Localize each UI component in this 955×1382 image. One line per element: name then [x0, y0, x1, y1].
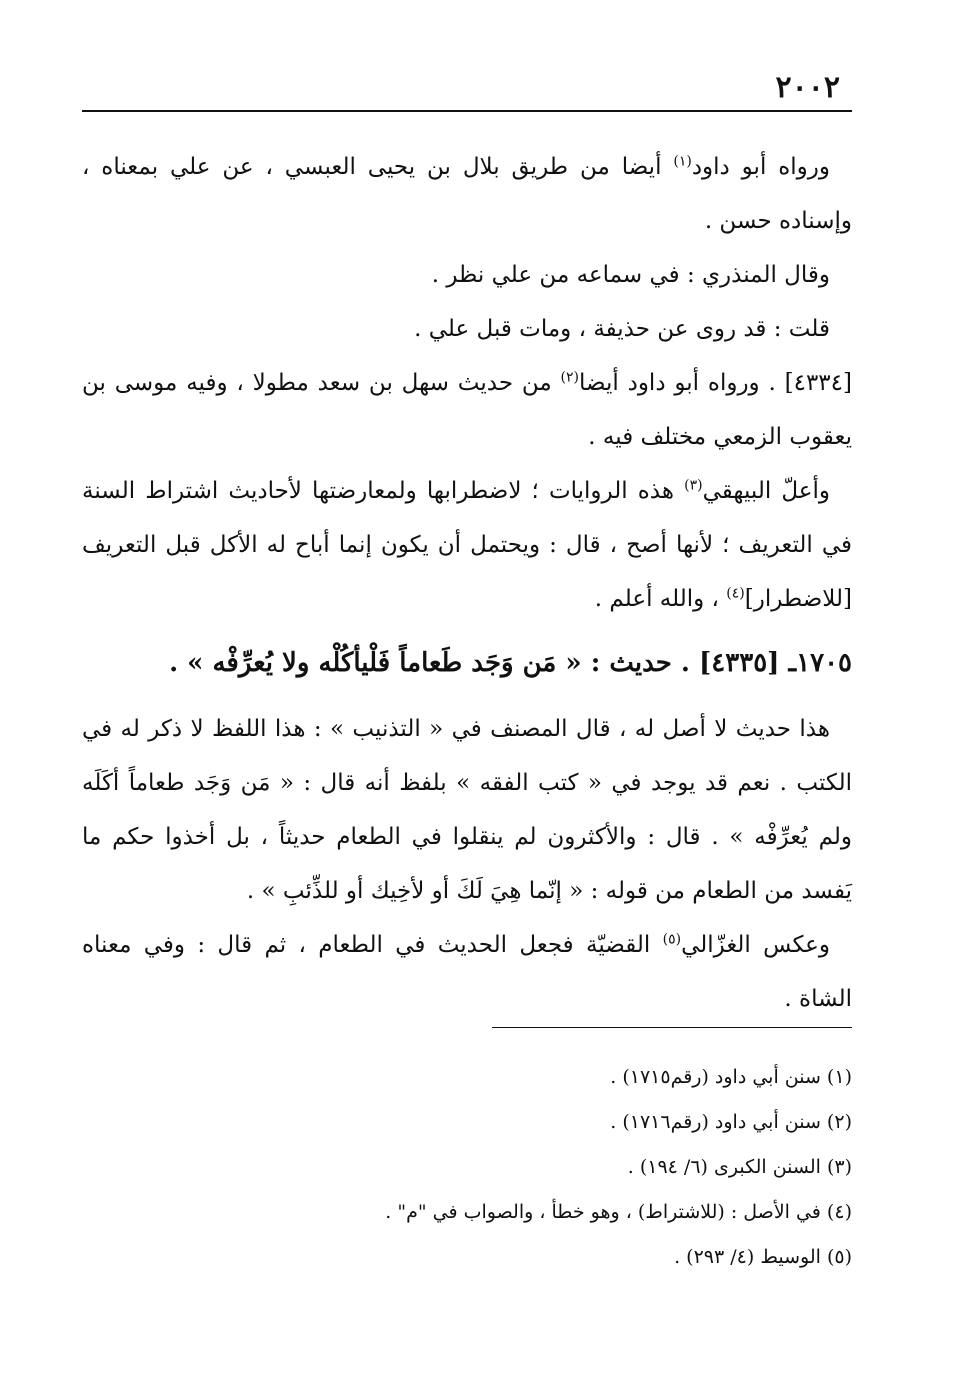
paragraph-5-text-b: هذه الروايات ؛ لاضطرابها ولمعارضتها لأحاديث اشتراط السنة في التعريف ؛ لأنها أصح ، قال : ويحتمل أن يكون إنما أباح له الأكل قبل التعريف [للاضطرار]	[82, 478, 852, 612]
footnote-5: (٥) الوسيط (٤/ ٢٩٣) .	[674, 1246, 852, 1268]
footnote-ref-3: (٣)	[684, 477, 703, 494]
footnote-ref-1: (١)	[673, 153, 692, 170]
footnote-rule	[492, 1027, 852, 1028]
paragraph-3: قلت : قد روى عن حذيفة ، ومات قبل علي .	[414, 316, 830, 342]
hadith-heading: ١٧٠٥ـ [٤٣٣٥] . حديث : « مَن وَجَد طَعاماً فَلْيأكُلْه ولا يُعرِّفْه » .	[169, 648, 852, 678]
paragraph-7-text-b: القضيّة فجعل الحديث في الطعام ، ثم قال : وفي معناه الشاة .	[82, 932, 852, 1012]
footnote-3: (٣) السنن الكبرى (٦/ ١٩٤) .	[627, 1156, 852, 1178]
page-number: ٢٠٠٢	[775, 70, 840, 105]
footnote-ref-2: (٢)	[560, 369, 580, 386]
paragraph-7	[82, 918, 852, 1026]
header-rule	[82, 110, 852, 112]
footnote-ref-4: (٤)	[726, 585, 745, 602]
main-text	[82, 140, 852, 1026]
paragraph-4	[82, 356, 852, 464]
paragraph-2: وقال المنذري : في سماعه من علي نظر .	[431, 262, 830, 288]
paragraph-5	[82, 464, 852, 626]
paragraph-1	[82, 140, 852, 248]
paragraph-4-text-b: من حديث سهل بن سعد مطولا ، وفيه موسى بن يعقوب الزمعي مختلف فيه .	[82, 370, 852, 450]
paragraph-6: هذا حديث لا أصل له ، قال المصنف في « التذنيب » : هذا اللفظ لا ذكر له في الكتب . نعم قد يوجد في « كتب الفقه » بلفظ أنه قال : « مَن وَجَد طعاماً أكَلَه ولم يُعرِّفْه » . قال : والأكثرون لم ينقلوا في الطعام حديثاً ، بل أخذوا حكم ما يَفسد من الطعام من قوله : « إنّما هِيَ لَكَ أو لأخِيك أو للذِّئبِ » .	[82, 716, 852, 904]
footnote-1: (١) سنن أبي داود (رقم١٧١٥) .	[610, 1066, 852, 1088]
footnote-2: (٢) سنن أبي داود (رقم١٧١٦) .	[610, 1111, 852, 1133]
footnote-4: (٤) في الأصل : (للاشتراط) ، وهو خطأ ، والصواب في "م" .	[385, 1201, 852, 1223]
footnotes-list	[212, 1055, 852, 1280]
paragraph-5-text-c: ، والله أعلم .	[594, 586, 727, 612]
paragraph-5-text-a: وأعلّ البيهقي	[702, 478, 830, 504]
paragraph-1-text-b: أيضا من طريق بلال بن يحيى العبسي ، عن علي بمعناه ، وإسناده حسن .	[82, 154, 852, 234]
paragraph-7-text-a: وعكس الغزّالي	[681, 932, 830, 958]
paragraph-1-text-a: ورواه أبو داود	[691, 154, 830, 180]
paragraph-4-text-a: [٤٣٣٤] . ورواه أبو داود أيضا	[579, 370, 852, 396]
footnote-ref-5: (٥)	[662, 931, 682, 948]
